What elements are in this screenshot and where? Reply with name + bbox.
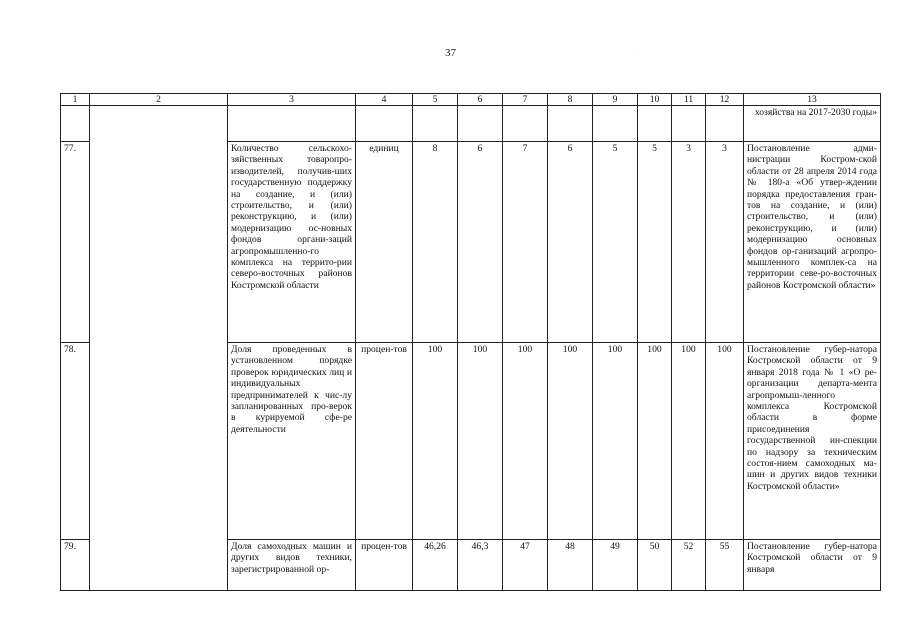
value-cell: 5 bbox=[638, 142, 672, 343]
document-cell: Постановление губер-натора Костромской области от 9 января bbox=[744, 540, 881, 591]
value-cell: 100 bbox=[706, 343, 744, 540]
empty-cell bbox=[503, 106, 548, 142]
value-cell: 52 bbox=[672, 540, 706, 591]
empty-cell bbox=[356, 106, 413, 142]
header-cell-2: 2 bbox=[90, 94, 228, 106]
value-cell: 7 bbox=[503, 142, 548, 343]
header-cell-6: 6 bbox=[458, 94, 503, 106]
empty-cell bbox=[61, 106, 90, 142]
indicator-name: Количество сельскохо-зяйственных товаропро-изводителей, получив-ших государственную поддержку на создание, и (или) строительство, и (или) реконструкцию, и (или) модернизацию ос-новных фондов органи-заций агропромышленно-го комплекса на террито-рии северо-восточных районов Костромской области bbox=[228, 142, 356, 343]
empty-cell bbox=[548, 106, 593, 142]
empty-cell bbox=[458, 106, 503, 142]
continuation-document-cell: хозяйства на 2017-2030 годы» bbox=[744, 106, 881, 142]
value-cell: 49 bbox=[593, 540, 638, 591]
table-row-continuation bbox=[61, 106, 881, 142]
document-cell: Постановление губер-натора Костромской области от 9 января 2018 года № 1 «О ре-организации департа-мента агропромыш-ленного комплекса Костромской области в форме присоединения государственной ин-спекции по надзору за техническим состоя-нием самоходных ма-шин и других видов техники Костромской области» bbox=[744, 343, 881, 540]
unit-cell: процен-тов bbox=[356, 343, 413, 540]
empty-cell bbox=[706, 106, 744, 142]
value-cell: 100 bbox=[638, 343, 672, 540]
value-cell: 3 bbox=[672, 142, 706, 343]
value-cell: 6 bbox=[458, 142, 503, 343]
value-cell: 55 bbox=[706, 540, 744, 591]
header-cell-1: 1 bbox=[61, 94, 90, 106]
indicators-table bbox=[60, 93, 881, 591]
row-number: 77. bbox=[61, 142, 90, 343]
empty-cell bbox=[593, 106, 638, 142]
value-cell: 100 bbox=[413, 343, 458, 540]
header-cell-5: 5 bbox=[413, 94, 458, 106]
header-cell-4: 4 bbox=[356, 94, 413, 106]
scan-speck: · bbox=[636, 48, 638, 54]
empty-cell bbox=[413, 106, 458, 142]
header-cell-8: 8 bbox=[548, 94, 593, 106]
merged-column-2-cell bbox=[90, 106, 228, 591]
value-cell: 100 bbox=[593, 343, 638, 540]
value-cell: 100 bbox=[458, 343, 503, 540]
value-cell: 100 bbox=[672, 343, 706, 540]
value-cell: 47 bbox=[503, 540, 548, 591]
value-cell: 8 bbox=[413, 142, 458, 343]
row-number: 78. bbox=[61, 343, 90, 540]
value-cell: 3 bbox=[706, 142, 744, 343]
row-number: 79. bbox=[61, 540, 90, 591]
unit-cell: единиц bbox=[356, 142, 413, 343]
value-cell: 100 bbox=[548, 343, 593, 540]
header-cell-13: 13 bbox=[744, 94, 881, 106]
value-cell: 48 bbox=[548, 540, 593, 591]
value-cell: 46,3 bbox=[458, 540, 503, 591]
header-cell-12: 12 bbox=[706, 94, 744, 106]
table-header-row bbox=[61, 94, 881, 106]
empty-cell bbox=[672, 106, 706, 142]
header-cell-9: 9 bbox=[593, 94, 638, 106]
page-number: 37 bbox=[445, 47, 456, 59]
document-cell: Постановление адми-нистрации Костром-ской области от 28 апреля 2014 года № 180-а «Об утвер-ждении порядка предоставления гран-тов на создание, и (или) строительство, и (или) реконструкцию, и (или) модернизацию основных фондов ор-ганизаций агропро-мышленного комплек-са на территории севе-ро-восточных районов Костромской области» bbox=[744, 142, 881, 343]
header-cell-10: 10 bbox=[638, 94, 672, 106]
indicator-name: Доля самоходных машин и других видов техники, зарегистрированной ор- bbox=[228, 540, 356, 591]
header-cell-7: 7 bbox=[503, 94, 548, 106]
empty-cell bbox=[638, 106, 672, 142]
indicator-name: Доля проведенных в установленном порядке проверок юридических лиц и индивидуальных предпринимателей к чис-лу запланированных про-верок в курируемой сфе-ре деятельности bbox=[228, 343, 356, 540]
value-cell: 46,26 bbox=[413, 540, 458, 591]
empty-cell bbox=[228, 106, 356, 142]
unit-cell: процен-тов bbox=[356, 540, 413, 591]
value-cell: 100 bbox=[503, 343, 548, 540]
value-cell: 50 bbox=[638, 540, 672, 591]
value-cell: 6 bbox=[548, 142, 593, 343]
value-cell: 5 bbox=[593, 142, 638, 343]
header-cell-3: 3 bbox=[228, 94, 356, 106]
header-cell-11: 11 bbox=[672, 94, 706, 106]
